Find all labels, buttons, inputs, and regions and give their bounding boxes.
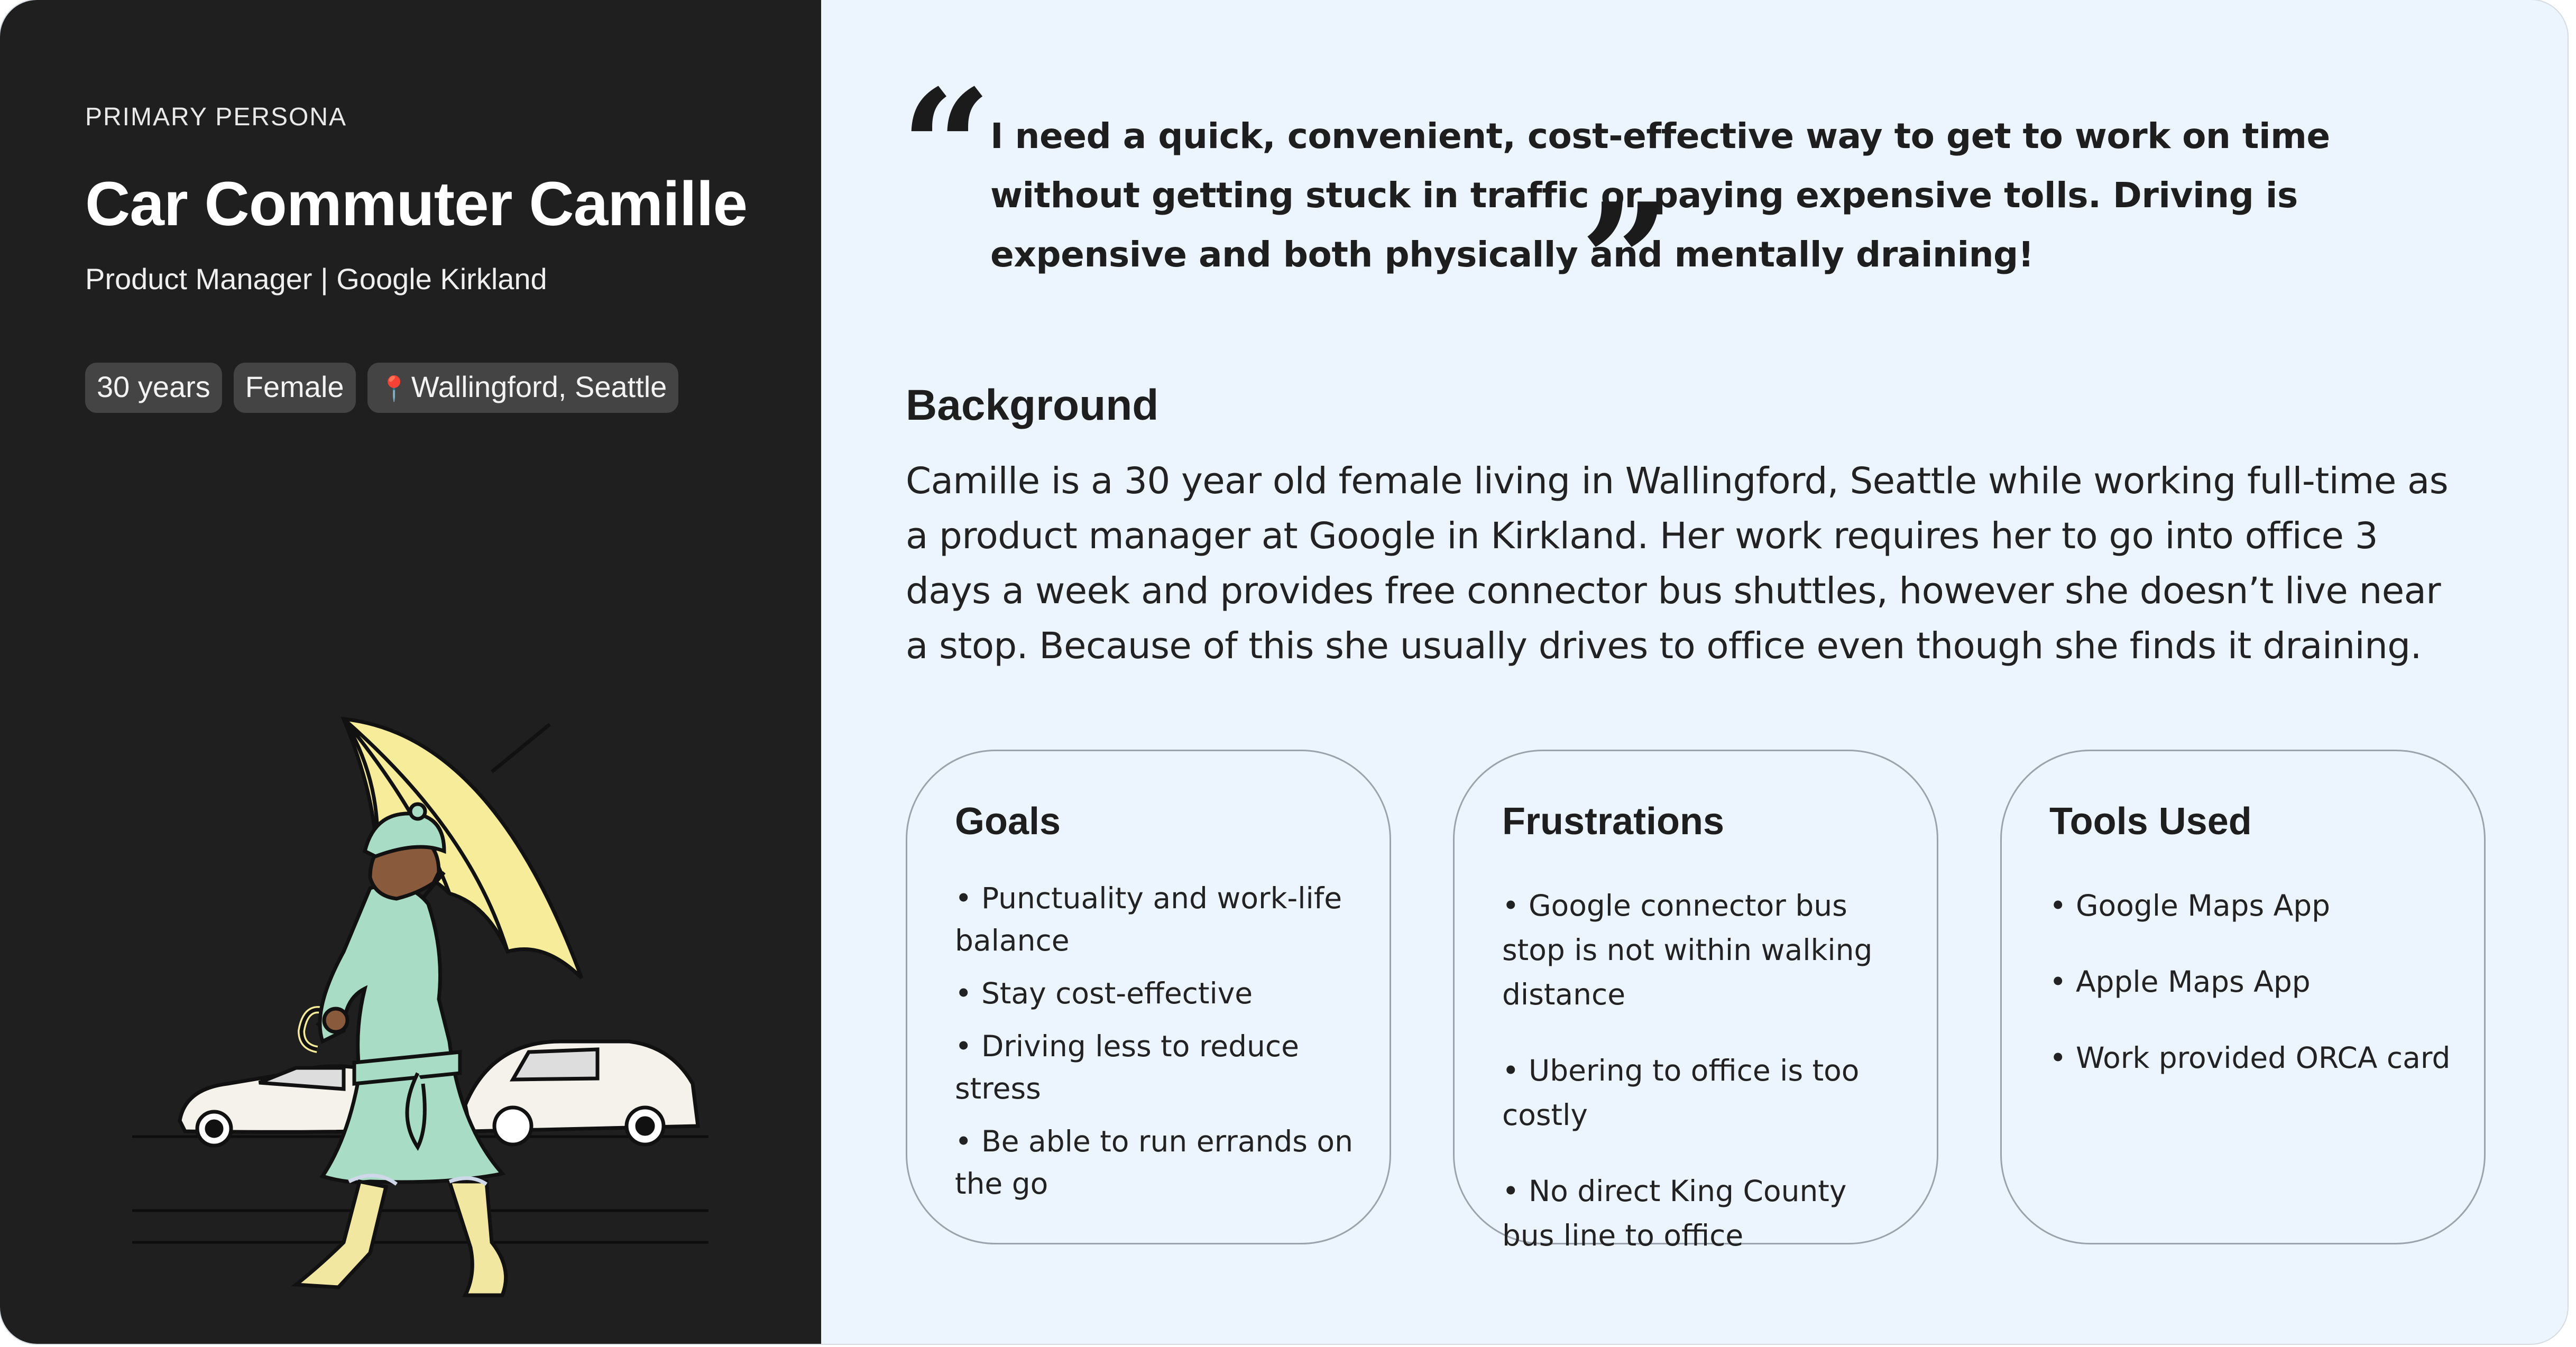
frustrations-card <box>1453 750 1938 1252</box>
open-quote-icon: “ <box>900 54 992 241</box>
frustrations-list <box>1502 883 1904 1289</box>
persona-role: Product Manager | Google Kirkland <box>85 262 547 296</box>
persona-details <box>821 0 2568 1344</box>
list-item: • Google connector bus stop is not within walking distance <box>1502 883 1904 1017</box>
commuter-illustration <box>122 703 730 1332</box>
list-item: • Ubering to office is too costly <box>1502 1048 1904 1137</box>
list-item: • Google Maps App <box>2049 883 2451 928</box>
persona-tags <box>85 363 678 413</box>
tag-location: 📍Wallingford, Seattle <box>367 363 679 413</box>
tools-heading: Tools Used <box>2049 800 2252 843</box>
frustrations-heading: Frustrations <box>1502 800 1725 843</box>
list-item: • Apple Maps App <box>2049 959 2451 1004</box>
list-item: • Driving less to reduce stress <box>955 1025 1357 1110</box>
background-text: Camille is a 30 year old female living in Wallingford, Seattle while working full-time as a product manager at Google in Kirkland. Her work requires her to go into office 3 days a week and provides free connector bus shuttles, however she doesn’t live near a stop. Because of this she usually drives to office even though she finds it draining. <box>906 460 2449 667</box>
tools-list <box>2049 883 2451 1112</box>
background-heading: Background <box>906 381 1159 429</box>
location-pin-icon: 📍 <box>379 375 409 402</box>
car-icon <box>465 1041 698 1145</box>
persona-quote: I need a quick, convenient, cost-effective way to get to work on time without getting stuck in traffic or paying expensive tolls. Driving is expensive and both physically and mentally draining! <box>990 116 2330 275</box>
tag-age: 30 years <box>85 363 222 413</box>
list-item: • Stay cost-effective <box>955 972 1357 1014</box>
list-item: • Punctuality and work-life balance <box>955 877 1357 962</box>
close-quote-icon: ” <box>1580 168 1671 355</box>
tag-gender: Female <box>234 363 356 413</box>
goals-list <box>955 877 1357 1215</box>
list-item: • No direct King County bus line to office <box>1502 1169 1904 1258</box>
goals-heading: Goals <box>955 800 1061 843</box>
tools-card <box>2000 750 2486 1244</box>
list-item: • Be able to run errands on the go <box>955 1120 1357 1205</box>
persona-name: Car Commuter Camille <box>85 169 748 239</box>
goals-card <box>906 750 1391 1244</box>
persona-eyebrow: PRIMARY PERSONA <box>85 103 347 131</box>
persona-sidebar <box>0 0 821 1344</box>
list-item: • Work provided ORCA card <box>2049 1036 2451 1080</box>
